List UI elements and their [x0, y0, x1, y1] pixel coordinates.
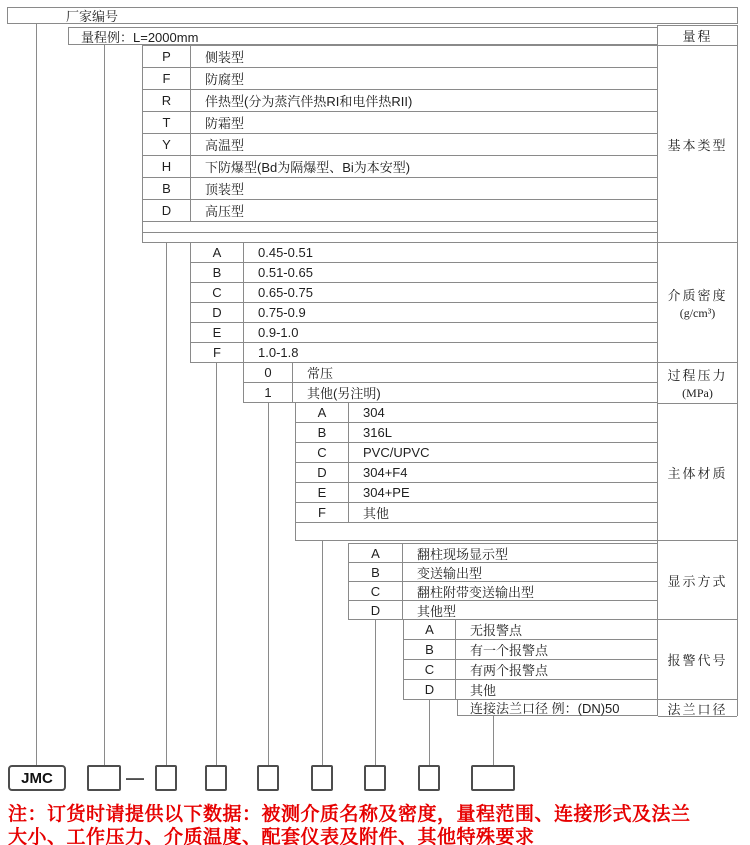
- desc-cell: 防霜型: [205, 116, 245, 131]
- desc-cell: 防腐型: [205, 72, 245, 87]
- flange-row: [457, 699, 657, 716]
- desc-cell: 304: [363, 405, 385, 420]
- connector-line-material: [322, 540, 323, 765]
- table-row: [191, 303, 657, 323]
- side-label-density: 介质密度 (g/cm³): [658, 243, 737, 363]
- table-row: [191, 243, 657, 263]
- desc-cell: 下防爆型(Bd为隔爆型、Bi为本安型): [205, 160, 411, 175]
- table-row: [349, 582, 657, 601]
- empty-row: [143, 222, 657, 233]
- code-cell: A: [404, 620, 456, 639]
- table-row: [296, 463, 657, 483]
- desc-cell: 常压: [307, 366, 334, 381]
- code-box-density: [205, 765, 227, 791]
- table-row: [244, 383, 657, 403]
- code-cell: C: [349, 582, 403, 600]
- code-cell: D: [191, 303, 244, 322]
- side-label-flange: 法兰口径: [658, 700, 737, 717]
- code-cell: D: [404, 680, 456, 699]
- table-row: [404, 620, 657, 640]
- code-cell: B: [191, 263, 244, 282]
- desc-cell: PVC/UPVC: [363, 445, 430, 460]
- code-box-flange: [471, 765, 515, 791]
- table-row: [404, 640, 657, 660]
- code-box-alarm: [418, 765, 440, 791]
- table-row: [143, 200, 657, 222]
- model-prefix-box: [8, 765, 66, 791]
- table-row: [296, 443, 657, 463]
- basic-type-table: [142, 45, 657, 243]
- code-cell: C: [296, 443, 349, 462]
- table-row: [143, 156, 657, 178]
- code-cell: F: [143, 68, 191, 89]
- side-label-pressure: 过程压力 (MPa): [658, 363, 737, 404]
- desc-cell: 有一个报警点: [470, 643, 549, 658]
- desc-cell: 304+F4: [363, 465, 408, 480]
- desc-cell: 0.9-1.0: [258, 325, 299, 340]
- table-row: [296, 483, 657, 503]
- code-cell: T: [143, 112, 191, 133]
- material-table: [295, 402, 657, 541]
- code-cell: D: [349, 601, 403, 619]
- code-box-basic-type: [155, 765, 177, 791]
- connector-line-density: [216, 362, 217, 765]
- table-row: [404, 660, 657, 680]
- desc-cell: 侧装型: [205, 50, 245, 65]
- connector-line-basic-type: [166, 242, 167, 765]
- desc-cell: 无报警点: [470, 623, 523, 638]
- table-row: [349, 563, 657, 582]
- range-example-label: 量程例：L=2000mm: [81, 29, 199, 45]
- code-cell: D: [296, 463, 349, 482]
- desc-cell: 0.51-0.65: [258, 265, 313, 280]
- table-row: [143, 90, 657, 112]
- manufacturer-row: [7, 7, 738, 24]
- desc-cell: 有两个报警点: [470, 663, 549, 678]
- side-label-basic-type: 基本类型: [658, 46, 737, 243]
- code-cell: A: [296, 403, 349, 422]
- table-row: [143, 112, 657, 134]
- range-row: [68, 27, 658, 45]
- flange-row-label: 连接法兰口径 例：(DN)50: [470, 701, 620, 716]
- connector-line-display: [375, 619, 376, 765]
- connector-line-alarm: [429, 699, 430, 765]
- table-row: [191, 263, 657, 283]
- table-row: [143, 134, 657, 156]
- code-cell: B: [349, 563, 403, 581]
- side-label-display: 显示方式: [658, 541, 737, 620]
- table-row: [296, 423, 657, 443]
- desc-cell: 316L: [363, 425, 392, 440]
- code-cell: Y: [143, 134, 191, 155]
- side-label-material: 主体材质: [658, 404, 737, 541]
- ordering-note: [8, 803, 691, 845]
- desc-cell: 其他(另注明): [307, 386, 381, 401]
- table-row: [143, 46, 657, 68]
- table-row: [143, 68, 657, 90]
- code-cell: P: [143, 46, 191, 67]
- desc-cell: 0.45-0.51: [258, 245, 313, 260]
- code-cell: D: [143, 200, 191, 221]
- code-cell: F: [296, 503, 349, 522]
- density-table: [190, 242, 657, 363]
- ordering-note-line1: 注：订货时请提供以下数据：被测介质名称及密度，量程范围、连接形式及法兰: [8, 804, 691, 825]
- side-label-range: 量程: [658, 26, 737, 46]
- table-row: [191, 323, 657, 343]
- code-box-display: [364, 765, 386, 791]
- desc-cell: 0.65-0.75: [258, 285, 313, 300]
- desc-cell: 1.0-1.8: [258, 345, 299, 360]
- code-cell: C: [191, 283, 244, 302]
- side-label-alarm: 报警代号: [658, 620, 737, 700]
- empty-row: [296, 523, 657, 541]
- desc-cell: 变送输出型: [417, 565, 483, 581]
- desc-cell: 0.75-0.9: [258, 305, 306, 320]
- code-cell: B: [296, 423, 349, 442]
- code-box-range: [87, 765, 121, 791]
- table-row: [143, 178, 657, 200]
- code-cell: A: [349, 544, 403, 562]
- alarm-table: [403, 619, 657, 700]
- code-box-material: [311, 765, 333, 791]
- desc-cell: 高压型: [205, 204, 245, 219]
- desc-cell: 其他: [470, 683, 497, 698]
- table-row: [349, 601, 657, 620]
- section-label-column: [657, 25, 738, 716]
- table-row: [404, 680, 657, 700]
- code-cell: H: [143, 156, 191, 177]
- model-prefix-label: JMC: [21, 769, 53, 787]
- pressure-table: [243, 362, 657, 403]
- model-code-separator: —: [126, 767, 144, 788]
- code-cell: B: [404, 640, 456, 659]
- table-row: [191, 343, 657, 363]
- table-row: [244, 363, 657, 383]
- code-cell: B: [143, 178, 191, 199]
- code-cell: E: [191, 323, 244, 342]
- desc-cell: 其他: [363, 506, 390, 521]
- code-cell: 1: [244, 383, 293, 402]
- table-row: [191, 283, 657, 303]
- table-row: [296, 503, 657, 523]
- desc-cell: 伴热型(分为蒸汽伴热RI和电伴热RII): [205, 94, 413, 109]
- code-cell: 0: [244, 363, 293, 382]
- connector-line-manufacturer: [36, 23, 37, 765]
- desc-cell: 304+PE: [363, 485, 410, 500]
- desc-cell: 翻柱附带变送输出型: [417, 584, 535, 600]
- code-box-pressure: [257, 765, 279, 791]
- desc-cell: 顶装型: [205, 182, 245, 197]
- code-cell: R: [143, 90, 191, 111]
- table-row: [296, 403, 657, 423]
- code-cell: F: [191, 343, 244, 362]
- desc-cell: 高温型: [205, 138, 245, 153]
- display-mode-table: [348, 543, 657, 620]
- code-cell: A: [191, 243, 244, 262]
- table-row: [349, 544, 657, 563]
- code-cell: E: [296, 483, 349, 502]
- desc-cell: 其他型: [417, 603, 457, 619]
- connector-line-pressure: [268, 402, 269, 765]
- manufacturer-label: 厂家编号: [66, 9, 119, 24]
- desc-cell: 翻柱现场显示型: [417, 546, 509, 562]
- ordering-note-line2: 大小、工作压力、介质温度、配套仪表及附件、其他特殊要求: [8, 827, 535, 845]
- connector-line-range: [104, 45, 105, 765]
- connector-line-flange: [493, 716, 494, 765]
- code-cell: C: [404, 660, 456, 679]
